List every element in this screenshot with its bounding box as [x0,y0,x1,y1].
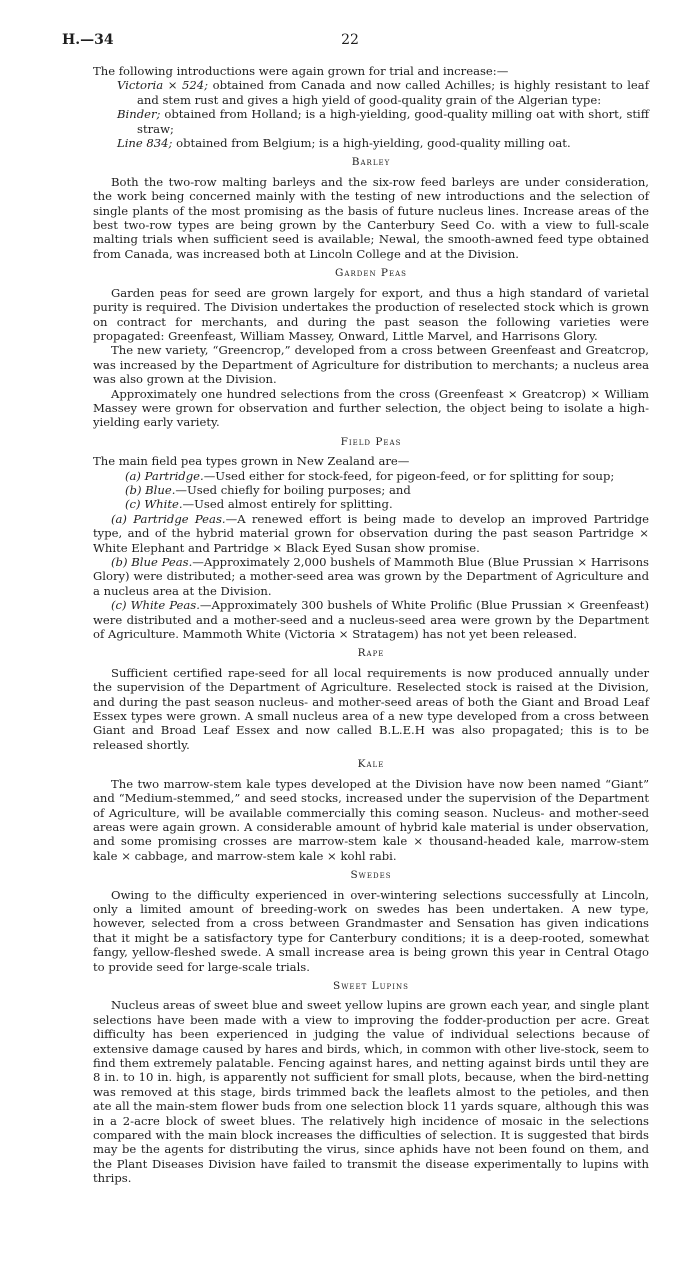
variety-description: obtained from Canada and now called Achilles; is highly resistant to leaf and stem rust and gives a high yield of good-quality grain of the Algerian type: [137,78,649,107]
item-label: (a) [111,511,127,526]
variety-name: Binder; [117,107,161,122]
detail-text: —Approximately 300 bushels of White Prolific (Blue Prussian × Greenfeast) were distributed and a mother-seed and a nucleus-seed area were grown by the Department of Agriculture. Mammoth White (Victoria × Stratagem) has not yet been released. [93,598,649,642]
variety-name: Line 834; [117,136,173,151]
intro-item-binder [93,107,649,136]
section-heading-field-peas: Field Peas [340,435,402,448]
garden-peas-paragraph-3: Approximately one hundred selections from the cross (Greenfeast × Greatcrop) × William Massey were grown for observation and further selection, the object being to isolate a high-yielding early variety. [93,386,649,430]
sweet-lupins-paragraph: Nucleus areas of sweet blue and sweet yellow lupins are grown each year, and single plant selections have been made with a view to improving the fodder-production per acre. Great difficulty has been experienced in judging the value of individual selections because of extensive damage caused by hares and birds, which, in common with other live-stock, seem to find them extremely palatable. Fencing against hares, and netting against birds until they are 8 in. to 10 in. high, is apparently not sufficient for small plots, because, when the bird-netting was removed at this stage, birds trimmed back the leaflets almost to the petioles, and then ate all the main-stem flower buds from one selection block 11 yards square, although this was in a 2-acre block of sweet blues. The relatively high incidence of mosaic in the selections compared with the main block increases the difficulties of selection. It is suggested that birds may be the agents for distributing the virus, since aphids have not been found on them, and the Plant Diseases Division have failed to transmit the disease experimentally to lupins with thrips. [93,998,649,1186]
intro-item-line-834 [93,136,649,150]
item-label: (b) [125,482,142,497]
document-code: H.—34 [62,32,114,48]
garden-peas-paragraph-2: The new variety, “Greencrop,” developed from a cross between Greenfeast and Greatcrop, was increased by the Department of Agriculture for distribution to merchants; a nucleus area was also grown at the Division. [93,343,649,387]
variety-description: obtained from Belgium; is a high-yielding, good-quality milling oat. [172,136,571,151]
detail-text: —Approximately 2,000 bushels of Mammoth Blue (Blue Prussian × Harrisons Glory) were distributed; a mother-seed area was grown by the Department of Agriculture and a nucleus area at the Division. [93,555,649,598]
detail-name: Blue Peas. [131,555,193,569]
rape-paragraph: Sufficient certified rape-seed for all local requirements is now produced annually under the supervision of the Department of Agriculture. Reselected stock is raised at the Division, and during the past season nucleus- and mother-seed areas of both the Giant and Broad Leaf Essex types were grown. A small nucleus area of a new type developed from a cross between Giant and Broad Leaf Essex and now called B.L.E.H was also propagated; this is to be released shortly. [93,665,649,752]
item-label: (c) [111,598,127,613]
field-pea-type-partridge [93,469,649,483]
field-peas-white-paragraph [93,598,649,641]
type-name: White. [144,497,183,512]
type-description: —Used almost entirely for splitting. [182,497,393,512]
field-pea-type-white [93,497,649,511]
detail-name: Partridge Peas. [133,511,226,526]
type-name: Partridge. [144,468,204,483]
section-heading-rape: Rape [357,647,385,660]
page-number: 22 [341,32,359,48]
barley-paragraph: Both the two-row malting barleys and the six-row feed barleys are under consideration, the work being concerned mainly with the testing of new introductions and the selection of single plants of the most promising as the basis of future nucleus lines. Increase areas of the best two-row types are being grown by the Canterbury Seed Co. with a view to full-scale malting trials when sufficient seed is available; Newal, the smooth-awned feed type obtained from Canada, was increased both at Lincoln College and at the Division. [93,174,649,261]
page-header [62,32,638,52]
intro-lead: The following introductions were again grown for trial and increase:— [93,64,509,78]
section-heading-kale: Kale [357,758,385,771]
section-heading-sweet-lupins: Sweet Lupins [333,979,409,992]
field-peas-partridge-paragraph [93,512,649,555]
item-label: (c) [125,497,141,512]
swedes-paragraph: Owing to the difficulty experienced in over-wintering selections successfully at Lincoln, only a limited amount of breeding-work on swedes has been undertaken. A new type, however, selected from a cross between Grandmaster and Sensation has given indications that it might be a satisfactory type for Canterbury conditions; it is a deep-rooted, somewhat fangy, yellow-fleshed swede. A small increase area is being grown this year in Central Otago to provide seed for large-scale trials. [93,887,649,974]
garden-peas-paragraph-1: Garden peas for seed are grown largely for export, and thus a high standard of varietal purity is required. The Division undertakes the production of reselected stock which is grown on contract for merchants, and during the past season the following varieties were propagated: Greenfeast, William Massey, Onward, Little Marvel, and Harrisons Glory. [93,285,649,343]
field-peas-blue-paragraph [93,555,649,598]
type-description: —Used either for stock-feed, for pigeon-feed, or for splitting for soup; [203,468,615,483]
section-heading-barley: Barley [351,156,391,169]
detail-text: —A renewed effort is being made to develop an improved Partridge type, and of the hybrid material grown for observation during the past season Partridge × White Elephant and Partridge × Black Eyed Susan show promise. [93,511,649,555]
variety-description: obtained from Holland; is a high-yielding, good-quality milling oat with short, stiff straw; [137,107,649,136]
item-label: (a) [125,468,141,483]
field-pea-type-blue [93,483,649,497]
section-heading-swedes: Swedes [350,869,392,882]
variety-name: Victoria × 524; [117,78,209,93]
type-name: Blue. [145,482,176,497]
page-body [93,64,649,1186]
section-heading-garden-peas: Garden Peas [335,267,407,280]
detail-name: White Peas. [130,598,200,613]
item-label: (b) [111,555,128,569]
intro-item-victoria [93,78,649,107]
field-peas-lead: The main field pea types grown in New Zealand are— [93,454,410,469]
type-description: —Used chiefly for boiling purposes; and [175,482,411,497]
kale-paragraph: The two marrow-stem kale types developed at the Division have now been named “Giant” and “Medium-stemmed,” and seed stocks, increased under the supervision of the Department of Agriculture, will be available commercially this coming season. Nucleus- and mother-seed areas were again grown. A considerable amount of hybrid kale material is under observation, and some promising crosses are marrow-stem kale × thousand-headed kale, marrow-stem kale × cabbage, and marrow-stem kale × kohl rabi. [93,776,649,863]
